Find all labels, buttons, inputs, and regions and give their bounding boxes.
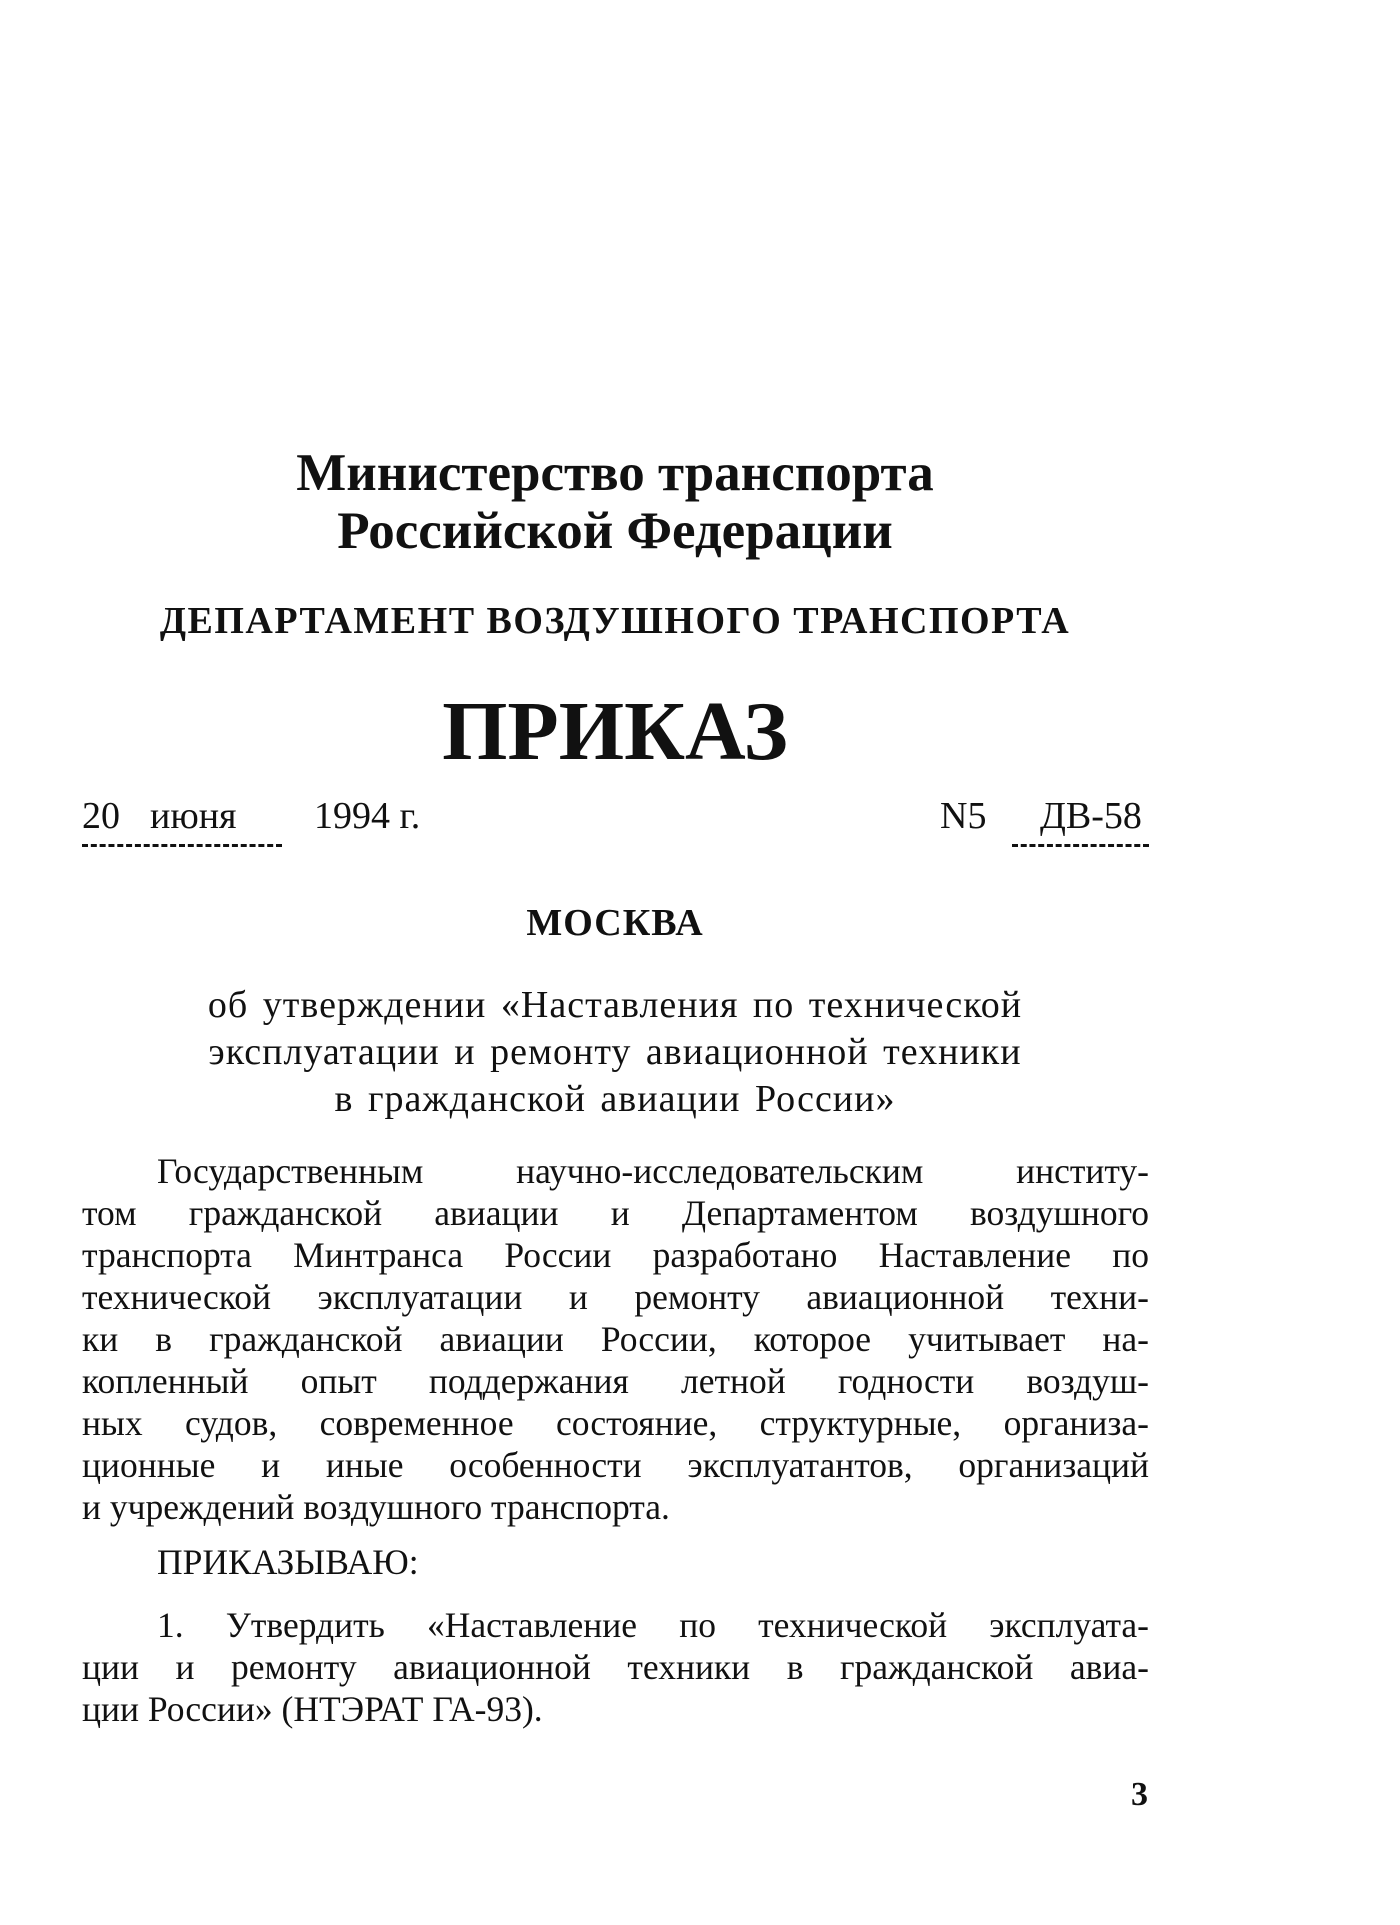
order-number-prefix: N5 <box>940 795 987 837</box>
order-subject-line: об утверждении «Наставления по технической <box>207 984 1023 1026</box>
preamble-line: технической эксплуатации и ремонту авиационной техни- <box>82 1277 1149 1317</box>
preamble-paragraph <box>82 1150 1149 1528</box>
order-item-1 <box>82 1604 1149 1730</box>
order-item-line: ции и ремонту авиационной техники в гражданской авиа- <box>82 1647 1149 1687</box>
page-number: 3 <box>1131 1776 1148 1813</box>
dateline <box>82 797 1149 857</box>
preamble-line: копленный опыт поддержания летной годности воздуш- <box>82 1361 1149 1401</box>
preamble-line: ки в гражданской авиации России, которое учитывает на- <box>82 1319 1149 1359</box>
date-year: 1994 г. <box>314 795 421 837</box>
order-subject-line: эксплуатации и ремонту авиационной техники <box>208 1031 1022 1073</box>
department-name: ДЕПАРТАМЕНТ ВОЗДУШНОГО ТРАНСПОРТА <box>159 600 1071 642</box>
preamble-line: Государственным научно-исследовательским институ- <box>157 1151 1149 1191</box>
city-name: МОСКВА <box>526 902 704 944</box>
preamble-line: том гражданской авиации и Департаментом воздушного <box>82 1193 1149 1233</box>
date-underline <box>82 844 282 847</box>
preamble-line: ционные и иные особенности эксплуатантов, организаций <box>82 1445 1149 1485</box>
order-subject-line: в гражданской авиации России» <box>334 1078 896 1120</box>
command-heading: ПРИКАЗЫВАЮ: <box>157 1542 419 1582</box>
ministry-name-line1: Министерство транспорта <box>296 444 934 502</box>
preamble-line: и учреждений воздушного транспорта. <box>82 1487 670 1527</box>
ministry-name-line2: Российской Федерации <box>337 502 893 560</box>
order-number: ДВ-58 <box>1040 795 1142 837</box>
order-item-line: ции России» (НТЭРАТ ГА-93). <box>82 1689 543 1729</box>
date-month: июня <box>150 795 237 837</box>
order-title: ПРИКАЗ <box>442 685 788 778</box>
order-number-underline <box>1012 844 1149 847</box>
preamble-line: транспорта Минтранса России разработано Наставление по <box>82 1235 1149 1275</box>
preamble-line: ных судов, современное состояние, структурные, организа- <box>82 1403 1149 1443</box>
order-item-line: 1. Утвердить «Наставление по технической эксплуата- <box>157 1605 1149 1645</box>
order-subject <box>125 982 1105 1123</box>
date-day: 20 <box>82 795 120 837</box>
